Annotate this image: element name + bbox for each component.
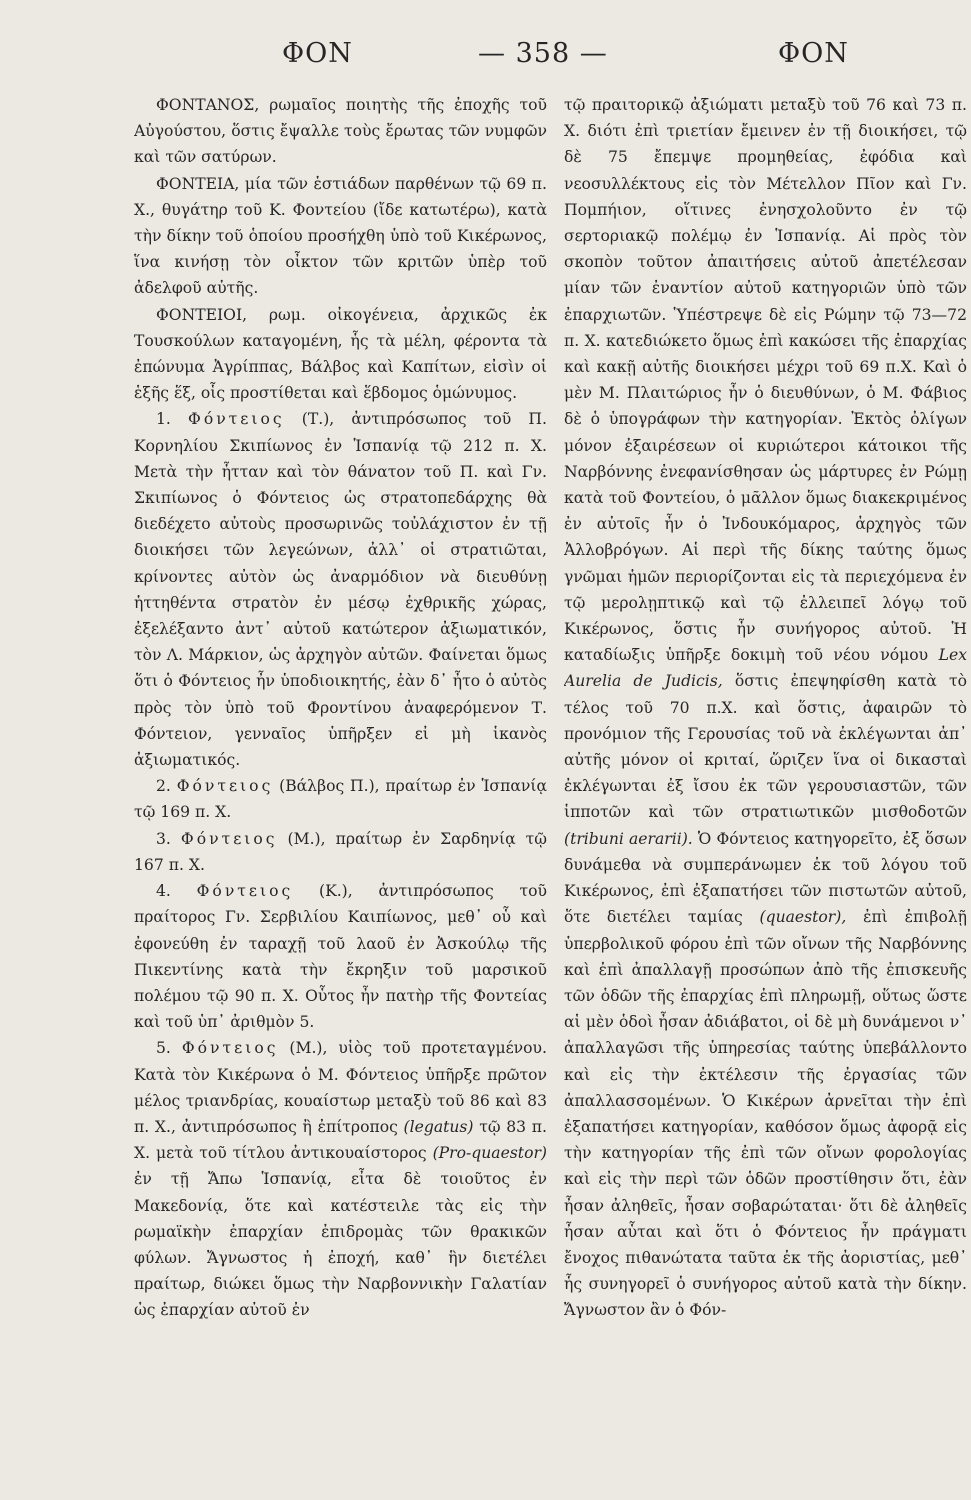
subentry-3 xyxy=(134,826,547,878)
body-text: ὅστις ἐπεψηφίσθη κατὰ τὸ τέλος τοῦ 70 π.Χ. καὶ ὅστις, ἀφαιρῶν τὸ προνόμιον τῆς Γερουσίας τοῦ νὰ ἐκλέγωνται ἀπ᾽ αὐτῆς μόνον οἱ κριταί, ὥριζεν ἵνα οἱ δικασταὶ ἐκλέγωνται ἐξ ἴσου ἐκ τῶν γερουσιαστῶν, τῶν ἱπποτῶν καὶ τῶν στρατιωτικῶν μισθοδοτῶν xyxy=(564,672,967,822)
latin-term: (quaestor), xyxy=(759,908,847,927)
continued-entry xyxy=(564,92,967,1324)
latin-term: Lex Aurelia de Judicis, xyxy=(564,646,967,691)
subentry-text: (Μ.), πραίτωρ ἐν Σαρδηνίᾳ τῷ 167 π. Χ. xyxy=(134,829,547,874)
subentry-4 xyxy=(134,878,547,1035)
latin-term: (tribuni aerarii). xyxy=(564,829,693,848)
subentry-name: Φόντειος xyxy=(181,1039,279,1058)
subentry-2 xyxy=(134,773,547,825)
subentry-name: Φόντειος xyxy=(188,410,285,429)
subentry-text: (Τ.), ἀντιπρόσωπος τοῦ Π. Κορνηλίου Σκιπίωνος ἐν Ἱσπανίᾳ τῷ 212 π. Χ. Μετὰ τὴν ἧτταν καὶ τὸν θάνατον τοῦ Π. καὶ Γν. Σκιπίωνος ὁ Φόντειος ὡς στρατοπεδάρχης θὰ διεδέχετο αὐτοὺς προσωρινῶς τοὐλάχιστον ἐν τῇ διοικήσει τῶν λεγεώνων, ἀλλ᾽ οἱ στρατιῶται, κρίνοντες αὐτὸν ὡς ἀναρμόδιον νὰ διευθύνῃ ἡττηθέντα στρατὸν ἐν μέσῳ ἐχθρικῆς χώρας, ἐξελέξαντο ἀντ᾽ αὐτοῦ κατώτερον ἀξιωματικόν, τὸν Λ. Μάρκιον, ὡς ἀρχηγὸν αὐτῶν. Φαίνεται ὅμως ὅτι ὁ Φόντειος ἦν ὑποδιοικητής, ἐὰν δ᾽ ἦτο ὁ αὐτὸς πρὸς τὸν ὑπὸ τοῦ Φροντίνου ἀναφερόμενον Τ. Φόντειον, γενναῖος ὑπῆρξεν εἰ μὴ ἱκανὸς ἀξιωματικός. xyxy=(134,410,547,770)
subentry-number: 4. xyxy=(156,882,171,901)
subentry-name: Φόντειος xyxy=(180,829,278,848)
subentry-number: 5. xyxy=(156,1039,171,1058)
body-text: τῷ πραιτορικῷ ἀξιώματι μεταξὺ τοῦ 76 καὶ 73 π. Χ. διότι ἐπὶ τριετίαν ἔμεινεν ἐν τῇ διοικήσει, τῷ δὲ 75 ἔπεμψε προμηθείας, ἐφόδια καὶ νεοσυλλέκτους εἰς τὸν Μέτελλον Πῖον καὶ Γν. Πομπήιον, οἵτινες ἐνησχολοῦντο ἐν τῷ σερτοριακῷ πολέμῳ ἐν Ἱσπανίᾳ. Αἱ πρὸς τὸν σκοπὸν τοῦτον ἀπαιτήσεις αὐτοῦ ἀπετέλεσαν μίαν τῶν ἐναντίον αὐτοῦ κατηγοριῶν ὑπὸ τῶν ἐπαρχιωτῶν. Ὑπέστρεψε δὲ εἰς Ρώμην τῷ 73—72 π. Χ. κατεδιώκετο ὅμως ἐπὶ κακώσει τῆς ἐπαρχίας καὶ κακῇ αὐτῆς διοικήσει μέχρι τοῦ 69 π.Χ. Καὶ ὁ μὲν Μ. Πλαιτώριος ἦν ὁ διευθύνων, ὁ Μ. Φάβιος δὲ ὁ ὑπογράφων τὴν κατηγορίαν. Ἐκτὸς ὀλίγων μόνον ἐξαιρέσεων οἱ κυριώτεροι κάτοικοι τῆς Ναρβόννης ἐνεφανίσθησαν ὡς μάρτυρες ἐν Ρώμῃ κατὰ τοῦ Φοντείου, ὁ μᾶλλον ὅμως διακεκριμένος ἐν αὐτοῖς ἦν ὁ Ἰνδουκόμαρος, ἀρχηγὸς τῶν Ἀλλοβρόγων. Αἱ περὶ τῆς δίκης ταύτης ὅμως γνῶμαι ἡμῶν περιορίζονται εἰς τὰ περιεχόμενα ἐν τῷ μερολῃπτικῷ καὶ τῷ ἐλλειπεῖ λόγῳ τοῦ Κικέρωνος, ὅστις ἦν συνήγορος αὐτοῦ. Ἡ καταδίωξις ὑπῆρξε δοκιμὴ τοῦ νέου νόμου xyxy=(564,96,967,665)
subentry-text: (Κ.), ἀντιπρόσωπος τοῦ πραίτορος Γν. Σερβιλίου Καιπίωνος, μεθ᾽ οὗ καὶ ἐφονεύθη ἐν ταραχῇ τοῦ λαοῦ ἐν Ἀσκούλῳ τῆς Πικεντίνης κατὰ τὴν ἔκρηξιν τοῦ μαρσικοῦ πολέμου τῷ 90 π. Χ. Οὗτος ἦν πατὴρ τῆς Φοντείας καὶ τοῦ ὑπ᾽ ἀριθμὸν 5. xyxy=(134,882,547,1032)
header-left-keyword: ΦΟΝ xyxy=(282,38,353,69)
right-column xyxy=(564,92,967,1492)
subentry-text: τῷ 83 π. Χ. μετὰ τοῦ τίτλου ἀντικουαίστορος xyxy=(134,1117,547,1163)
subentry-text: (Μ.), υἱὸς τοῦ προτεταγμένου. Κατὰ τὸν Κικέρωνα ὁ Μ. Φόντειος ὑπῆρξε πρῶτον μέλος τριανδρίας, κουαίστωρ μεταξὺ τοῦ 86 καὶ 83 π. Χ., ἀντιπρόσωπος ἢ ἐπίτροπος xyxy=(134,1039,547,1136)
subentry-name: Φόντειος xyxy=(176,777,274,796)
entry-fonteia: ΦΟΝΤΕΙΑ, μία τῶν ἑστιάδων παρθένων τῷ 69 π. Χ., θυγάτηρ τοῦ Κ. Φοντείου (ἴδε κατωτέρω), κατὰ τὴν δίκην τοῦ ὁποίου προσήχθη ὑπὸ τοῦ Κικέρωνος, ἵνα κινήσῃ τὸν οἶκτον τῶν κριτῶν ὑπὲρ τοῦ ἀδελφοῦ αὐτῆς. xyxy=(134,174,547,298)
body-text: ἐπὶ ἐπιβολῇ ὑπερβολικοῦ φόρου ἐπὶ τῶν οἴνων τῆς Ναρβόννης καὶ ἐπὶ ἀπαλλαγῇ προσώπων ἀπὸ τῆς ἐπισκευῆς τῶν ὁδῶν τῆς ἐπαρχίας ἐπὶ πληρωμῇ, οὕτως ὥστε αἱ μὲν ὁδοὶ ἦσαν ἀδιάβατοι, οἱ δὲ μὴ δυνάμενοι ν᾽ ἀπαλλαγῶσι τῆς ὑπηρεσίας ταύτης ὑπεβάλλοντο καὶ εἰς τὴν ἐκτέλεσιν τῆς ἐργασίας τῶν ἀπαλλασσομένων. Ὁ Κικέρων ἀρνεῖται τὴν ἐπὶ ἐξαπατήσει κατηγορίαν, καθόσον ὅμως ἀφορᾷ εἰς τὴν κατηγορίαν τῆς ἐπὶ τῶν οἴνων φορολογίας καὶ εἰς τὴν περὶ τῶν ὁδῶν προστίθησιν ὅτι, ἐὰν ἦσαν ἀληθεῖς, ἦσαν σοβαρώταται· ὅτι δὲ ἀληθεῖς ἦσαν αὗται καὶ ὅτι ὁ Φόντειος ἦν πράγματι ἔνοχος πιθανώτατα ταῦτα ἐκ τῆς ἀοριστίας, μεθ᾽ ἧς συνηγορεῖ ὁ συνήγορος αὐτοῦ κατὰ τὴν δίκην. Ἄγνωστον ἂν ὁ Φόν- xyxy=(564,908,967,1320)
subentry-number: 1. xyxy=(156,410,171,429)
entry-fonteioi: ΦΟΝΤΕΙΟΙ, ρωμ. οἰκογένεια, ἀρχικῶς ἐκ Τουσκούλων καταγομένη, ἧς τὰ μέλη, φέροντα τὰ ἐπώνυμα Ἀγρίππας, Βάλβος καὶ Καπίτων, εἰσὶν οἱ ἑξῆς ἕξ, οἷς προστίθεται καὶ ἕβδομος ὁμώνυμος. xyxy=(134,305,547,403)
latin-term: (Pro-quaestor) xyxy=(432,1144,547,1163)
subentry-5 xyxy=(134,1035,547,1323)
subentry-1 xyxy=(134,406,547,773)
latin-term: (legatus) xyxy=(403,1117,474,1136)
entry-fontanos: ΦΟΝΤΑΝΟΣ, ρωμαῖος ποιητὴς τῆς ἐποχῆς τοῦ Αὐγούστου, ὅστις ἔψαλλε τοὺς ἔρωτας τῶν νυμφῶν καὶ τῶν σατύρων. xyxy=(134,96,547,167)
running-head xyxy=(0,30,971,80)
header-right-keyword: ΦΟΝ xyxy=(778,38,849,69)
subentry-text: (Βάλβος Π.), πραίτωρ ἐν Ἱσπανίᾳ τῷ 169 π. Χ. xyxy=(134,777,547,822)
left-column xyxy=(134,92,547,1492)
subentry-name: Φόντειος xyxy=(196,882,294,901)
page-number: — 358 — xyxy=(478,38,608,69)
subentry-number: 2. xyxy=(156,777,171,796)
body-text: Ὁ Φόντειος κατηγορεῖτο, ἐξ ὅσων δυνάμεθα νὰ συμπεράνωμεν ἐκ τοῦ λόγου τοῦ Κικέρωνος, ἐπὶ ἐξαπατήσει τῶν πιστωτῶν αὐτοῦ, ὅτε διετέλει ταμίας xyxy=(564,829,967,927)
subentry-text: ἐν τῇ Ἄπω Ἱσπανίᾳ, εἶτα δὲ τοιοῦτος ἐν Μακεδονίᾳ, ὅτε καὶ κατέστειλε τὰς εἰς τὴν ρωμαϊκὴν ἐπαρχίαν ἐπιδρομὰς τῶν θρακικῶν φύλων. Ἄγνωστος ἡ ἐποχή, καθ᾽ ἣν διετέλει πραίτωρ, διώκει ὅμως τὴν Ναρβοννικὴν Γαλατίαν ὡς ἐπαρχίαν αὐτοῦ ἐν xyxy=(134,1170,547,1320)
subentry-number: 3. xyxy=(156,829,171,848)
